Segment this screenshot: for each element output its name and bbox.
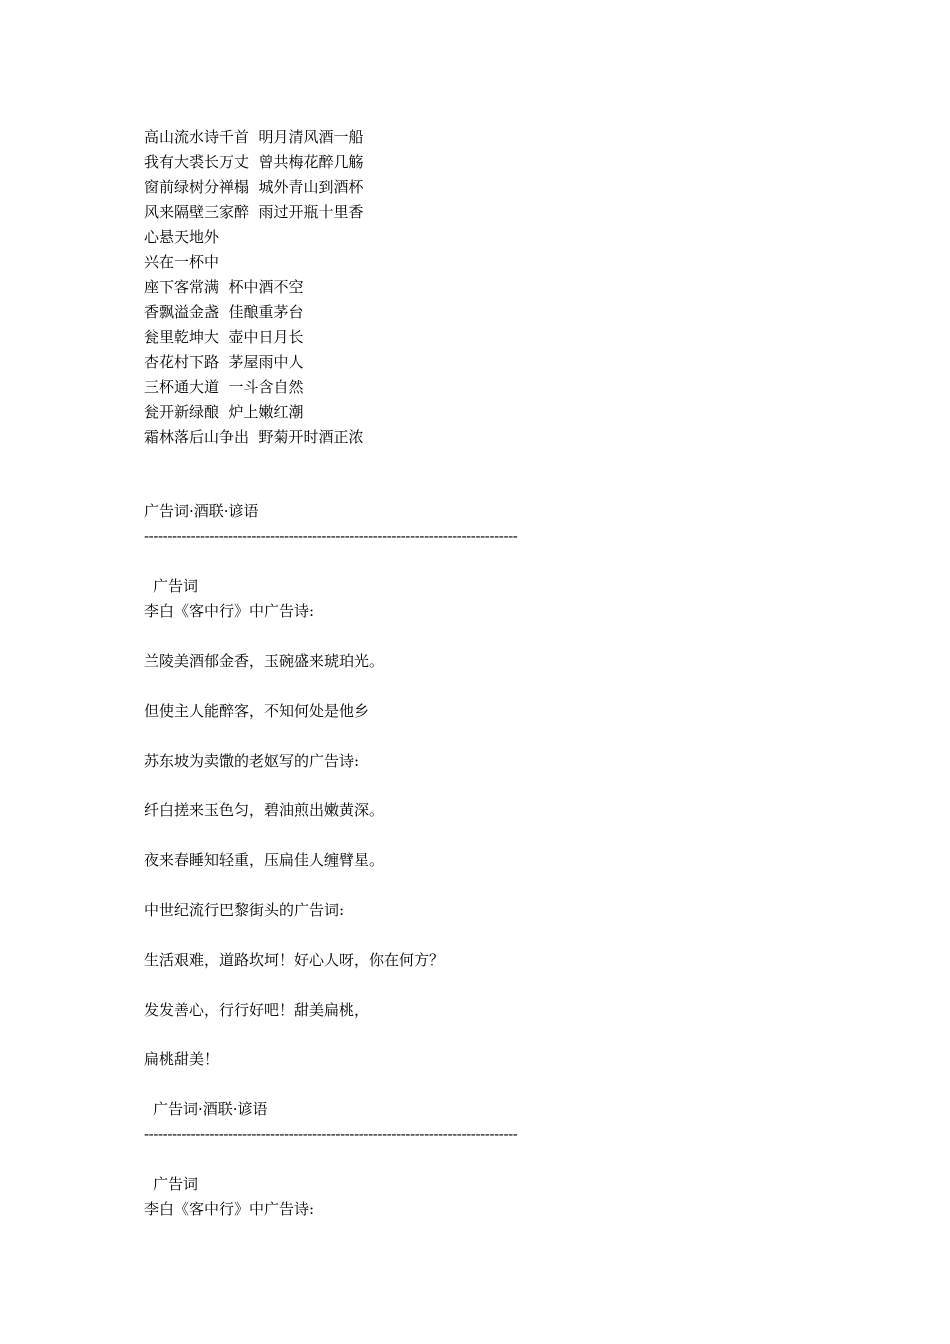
- poem-line: 发发善心，行行好吧！甜美扁桃，: [144, 1001, 370, 1019]
- section-intro: 李白《客中行》中广告诗:: [144, 602, 315, 620]
- divider-rule: --------------------------------------------------------------------------------: [144, 1125, 518, 1143]
- divider-rule: --------------------------------------------------------------------------------: [144, 527, 518, 545]
- couplet-line: 座下客常满 杯中酒不空: [144, 278, 304, 296]
- couplet-line: 霜林落后山争出 野菊开时酒正浓: [144, 428, 364, 446]
- poem-line: 苏东坡为卖馓的老妪写的广告诗:: [144, 752, 360, 770]
- couplet-line: 杏花村下路 茅屋雨中人: [144, 353, 304, 371]
- couplet-line: 瓮开新绿酿 炉上嫩红潮: [144, 403, 304, 421]
- poem-line: 纤白搓来玉色匀，碧油煎出嫩黄深。: [144, 801, 385, 819]
- couplet-line: 瓮里乾坤大 壶中日月长: [144, 328, 304, 346]
- poem-line: 扁桃甜美！: [144, 1050, 220, 1068]
- section-subheading: 广告词: [153, 1175, 199, 1193]
- couplet-line: 我有大裘长万丈 曾共梅花醉几觞: [144, 153, 364, 171]
- couplet-line: 心悬天地外: [144, 228, 220, 246]
- couplet-line: 三杯通大道 一斗含自然: [144, 378, 304, 396]
- poem-line: 夜来春睡知轻重，压扁佳人缠臂星。: [144, 851, 385, 869]
- couplet-line: 兴在一杯中: [144, 253, 220, 271]
- section-heading: 广告词·酒联·谚语: [144, 502, 259, 520]
- poem-line: 生活艰难，道路坎坷！好心人呀，你在何方？: [144, 951, 445, 969]
- poem-line: 兰陵美酒郁金香，玉碗盛来琥珀光。: [144, 652, 385, 670]
- section-heading: 广告词·酒联·谚语: [153, 1100, 268, 1118]
- section-subheading: 广告词: [153, 577, 199, 595]
- couplet-line: 香飘溢金盏 佳酿重茅台: [144, 303, 304, 321]
- couplet-line: 风来隔壁三家醉 雨过开瓶十里香: [144, 203, 364, 221]
- section-intro: 李白《客中行》中广告诗:: [144, 1200, 315, 1218]
- couplet-line: 高山流水诗千首 明月清风酒一船: [144, 128, 364, 146]
- couplet-line: 窗前绿树分禅榻 城外青山到酒杯: [144, 178, 364, 196]
- poem-line: 但使主人能醉客，不知何处是他乡: [144, 702, 370, 720]
- poem-line: 中世纪流行巴黎街头的广告词:: [144, 901, 345, 919]
